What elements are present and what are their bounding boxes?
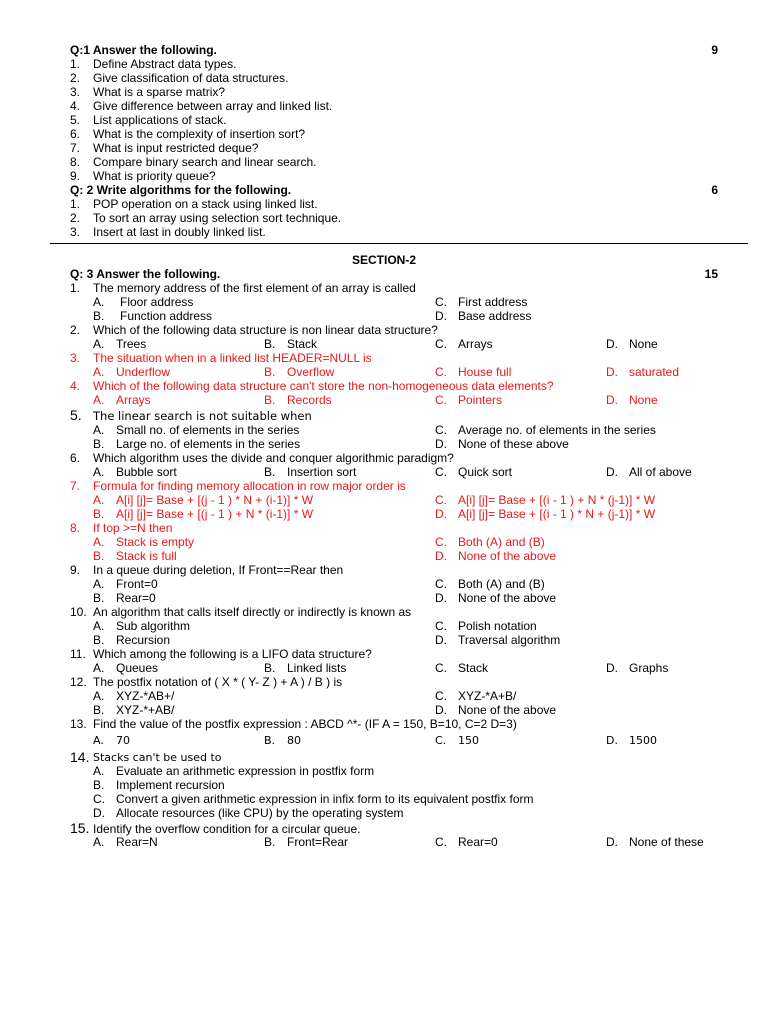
option-row: [0, 393, 768, 407]
option-letter: C.: [435, 689, 447, 703]
option-letter: B.: [264, 337, 276, 351]
question-text: Which algorithm uses the divide and conquer algorithmic paradigm?: [93, 451, 454, 465]
option-letter: D.: [606, 393, 618, 407]
question-row: [0, 821, 768, 835]
q1-marks: 9: [711, 43, 718, 57]
option-row: [0, 689, 768, 703]
question-number: 2.: [70, 323, 81, 337]
option-a: Floor address: [120, 295, 194, 309]
option-c: XYZ-*A+B/: [458, 689, 517, 703]
option-letter: B.: [93, 437, 105, 451]
option-a: Small no. of elements in the series: [116, 423, 300, 437]
question-row: [0, 675, 768, 689]
option-row: [0, 493, 768, 507]
option-letter: C.: [435, 365, 447, 379]
item-text: Give difference between array and linked list.: [93, 99, 333, 113]
option-d: All of above: [629, 465, 692, 479]
option-row: [0, 792, 768, 806]
option-row: [0, 591, 768, 605]
option-letter: A.: [93, 764, 105, 778]
question-number: 10.: [70, 605, 87, 619]
section-divider: [50, 243, 748, 244]
option-letter: C.: [435, 835, 447, 849]
option-letter: D.: [435, 549, 447, 563]
question-row: [0, 605, 768, 619]
option-c: Convert a given arithmetic expression in infix form to its equivalent postfix form: [116, 792, 534, 806]
option-c: Both (A) and (B): [458, 577, 545, 591]
option-letter: D.: [435, 591, 447, 605]
option-row: [0, 549, 768, 563]
option-a: Trees: [116, 337, 147, 351]
question-text: If top >=N then: [93, 521, 173, 535]
option-letter: A.: [93, 661, 105, 675]
option-letter: A.: [93, 535, 105, 549]
option-letter: A.: [93, 337, 105, 351]
question-text: The memory address of the first element of an array is called: [93, 281, 416, 295]
option-letter: A.: [93, 423, 105, 437]
question-text: Which among the following is a LIFO data structure?: [93, 647, 372, 661]
option-d: None of the above: [458, 549, 557, 563]
option-letter: B.: [264, 465, 276, 479]
question-text: Which of the following data structure can't store the non-homogeneous data elements?: [93, 379, 554, 393]
option-letter: B.: [264, 835, 276, 849]
question-text: Find the value of the postfix expression : ABCD ^*- (IF A = 150, B=10, C=2 D=3): [93, 717, 517, 731]
question-number: 15.: [70, 820, 90, 836]
question-text: Identify the overflow condition for a circular queue.: [93, 822, 361, 836]
question-row: [0, 379, 768, 393]
option-row: [0, 661, 768, 675]
question-row: [0, 408, 768, 422]
list-item: [0, 155, 768, 169]
option-letter: A.: [93, 577, 105, 591]
option-row: [0, 835, 768, 849]
option-letter: C.: [435, 619, 447, 633]
option-letter: D.: [435, 703, 447, 717]
option-d: None of these above: [458, 437, 569, 451]
option-b: 80: [287, 734, 301, 747]
option-b: Insertion sort: [287, 465, 357, 479]
option-a: Queues: [116, 661, 159, 675]
option-row: [0, 619, 768, 633]
option-b: Implement recursion: [116, 778, 225, 792]
option-letter: D.: [606, 734, 618, 747]
option-letter: B.: [93, 633, 105, 647]
option-letter: D.: [606, 465, 618, 479]
list-item: [0, 211, 768, 225]
question-text: The linear search is not suitable when: [93, 409, 312, 423]
option-letter: A.: [93, 835, 105, 849]
option-letter: D.: [435, 507, 447, 521]
option-row: [0, 437, 768, 451]
question-number: 12.: [70, 675, 87, 689]
option-row: [0, 309, 768, 323]
q2-title: Q: 2 Write algorithms for the following.: [70, 183, 292, 197]
option-letter: C.: [435, 493, 447, 507]
question-text: The situation when in a linked list HEADER=NULL is: [93, 351, 372, 365]
option-a: XYZ-*AB+/: [116, 689, 175, 703]
option-d: None of these: [629, 835, 704, 849]
option-c: A[i] [j]= Base + [(i - 1 ) + N * (j-1)] * W: [458, 493, 656, 507]
option-row: [0, 365, 768, 379]
item-number: 3.: [70, 225, 81, 239]
option-letter: D.: [435, 309, 447, 323]
option-a: Stack is empty: [116, 535, 195, 549]
q2-header: [0, 183, 768, 197]
option-b: A[i] [j]= Base + [(j - 1 ) + N * (i-1)] * W: [116, 507, 314, 521]
q2-marks: 6: [711, 183, 718, 197]
option-c: Quick sort: [458, 465, 513, 479]
question-number: 9.: [70, 563, 81, 577]
option-d: Graphs: [629, 661, 669, 675]
option-d: 1500: [629, 734, 657, 747]
item-number: 4.: [70, 99, 81, 113]
list-item: [0, 141, 768, 155]
question-row: [0, 323, 768, 337]
option-b: Records: [287, 393, 332, 407]
q3-header: [0, 267, 768, 281]
item-number: 7.: [70, 141, 81, 155]
option-a: Sub algorithm: [116, 619, 191, 633]
list-item: [0, 113, 768, 127]
item-number: 1.: [70, 57, 81, 71]
option-a: Arrays: [116, 393, 151, 407]
question-text: The postfix notation of ( X * ( Y- Z ) + A ) / B ) is: [93, 675, 343, 689]
list-item: [0, 99, 768, 113]
item-text: Define Abstract data types.: [93, 57, 237, 71]
option-row: [0, 764, 768, 778]
item-number: 1.: [70, 197, 81, 211]
option-letter: B.: [93, 778, 105, 792]
item-text: What is priority queue?: [93, 169, 216, 183]
option-b: XYZ-*+AB/: [116, 703, 175, 717]
option-letter: B.: [264, 365, 276, 379]
list-item: [0, 225, 768, 239]
question-number: 4.: [70, 379, 81, 393]
option-a: 70: [116, 734, 130, 747]
question-number: 1.: [70, 281, 81, 295]
list-item: [0, 85, 768, 99]
option-letter: C.: [435, 337, 447, 351]
option-letter: C.: [435, 423, 447, 437]
option-letter: B.: [93, 703, 105, 717]
option-letter: D.: [606, 365, 618, 379]
question-number: 8.: [70, 521, 81, 535]
q3-marks: 15: [704, 267, 718, 281]
question-number: 6.: [70, 451, 81, 465]
item-text: POP operation on a stack using linked list.: [93, 197, 318, 211]
q3-title: Q: 3 Answer the following.: [70, 267, 221, 281]
option-letter: D.: [435, 437, 447, 451]
question-number: 5.: [70, 407, 82, 423]
option-letter: B.: [264, 661, 276, 675]
question-text: In a queue during deletion, If Front==Rear then: [93, 563, 344, 577]
option-letter: C.: [435, 465, 447, 479]
option-b: Overflow: [287, 365, 335, 379]
question-row: [0, 750, 768, 764]
question-row: [0, 451, 768, 465]
option-b: Recursion: [116, 633, 171, 647]
item-number: 3.: [70, 85, 81, 99]
option-d: Allocate resources (like CPU) by the operating system: [116, 806, 404, 820]
option-d: saturated: [629, 365, 680, 379]
option-letter: D.: [606, 835, 618, 849]
option-letter: C.: [93, 792, 105, 806]
question-row: [0, 479, 768, 493]
item-text: Give classification of data structures.: [93, 71, 289, 85]
option-letter: A.: [93, 689, 105, 703]
question-row: [0, 647, 768, 661]
option-d: A[i] [j]= Base + [(i - 1 ) * N + (j-1)] * W: [458, 507, 656, 521]
option-letter: D.: [435, 633, 447, 647]
option-letter: B.: [93, 549, 105, 563]
option-c: Pointers: [458, 393, 503, 407]
option-d: None of the above: [458, 703, 557, 717]
option-c: First address: [458, 295, 528, 309]
question-number: 3.: [70, 351, 81, 365]
option-row: [0, 633, 768, 647]
option-letter: C.: [435, 734, 447, 747]
option-letter: A.: [93, 493, 105, 507]
option-row: [0, 778, 768, 792]
option-b: Front=Rear: [287, 835, 349, 849]
option-b: Stack: [287, 337, 318, 351]
option-letter: C.: [435, 577, 447, 591]
question-row: [0, 717, 768, 731]
option-letter: C.: [435, 661, 447, 675]
option-row: [0, 337, 768, 351]
option-letter: C.: [435, 393, 447, 407]
option-b: Linked lists: [287, 661, 347, 675]
list-item: [0, 197, 768, 211]
question-number: 11.: [70, 647, 86, 661]
option-a: Evaluate an arithmetic expression in postfix form: [116, 764, 375, 778]
option-letter: A.: [93, 465, 105, 479]
option-letter: B.: [93, 591, 105, 605]
option-b: Function address: [120, 309, 213, 323]
section-title-row: [0, 253, 768, 267]
option-letter: C.: [435, 295, 447, 309]
question-text: Formula for finding memory allocation in row major order is: [93, 479, 406, 493]
question-number: 13.: [70, 717, 87, 731]
item-number: 5.: [70, 113, 81, 127]
option-letter: A.: [93, 393, 105, 407]
question-row: [0, 351, 768, 365]
option-row: [0, 507, 768, 521]
question-row: [0, 521, 768, 535]
option-letter: A.: [93, 295, 105, 309]
list-item: [0, 169, 768, 183]
option-a: Underflow: [116, 365, 171, 379]
option-c: House full: [458, 365, 512, 379]
option-row: [0, 295, 768, 309]
option-letter: D.: [606, 337, 618, 351]
option-d: None: [629, 337, 658, 351]
q1-title: Q:1 Answer the following.: [70, 43, 217, 57]
list-item: [0, 57, 768, 71]
option-row: [0, 703, 768, 717]
option-d: None of the above: [458, 591, 557, 605]
option-row: [0, 465, 768, 479]
option-a: Rear=N: [116, 835, 158, 849]
item-text: Compare binary search and linear search.: [93, 155, 317, 169]
option-b: Rear=0: [116, 591, 156, 605]
item-text: What is the complexity of insertion sort?: [93, 127, 306, 141]
option-c: 150: [458, 734, 479, 747]
option-row: [0, 806, 768, 820]
option-letter: D.: [606, 661, 618, 675]
question-row: [0, 281, 768, 295]
item-number: 2.: [70, 211, 81, 225]
item-text: To sort an array using selection sort technique.: [93, 211, 342, 225]
option-letter: A.: [93, 365, 105, 379]
item-text: What is input restricted deque?: [93, 141, 259, 155]
option-c: Polish notation: [458, 619, 537, 633]
option-letter: D.: [93, 806, 105, 820]
option-c: Stack: [458, 661, 489, 675]
option-a: Front=0: [116, 577, 158, 591]
option-d: Base address: [458, 309, 532, 323]
option-d: Traversal algorithm: [458, 633, 561, 647]
option-b: Large no. of elements in the series: [116, 437, 301, 451]
option-row: [0, 423, 768, 437]
item-number: 6.: [70, 127, 81, 141]
question-text: Which of the following data structure is non linear data structure?: [93, 323, 438, 337]
item-number: 8.: [70, 155, 81, 169]
option-letter: B.: [93, 507, 105, 521]
q1-header: [0, 43, 768, 57]
item-text: List applications of stack.: [93, 113, 227, 127]
option-d: None: [629, 393, 658, 407]
option-c: Average no. of elements in the series: [458, 423, 656, 437]
item-text: Insert at last in doubly linked list.: [93, 225, 266, 239]
question-text: An algorithm that calls itself directly or indirectly is known as: [93, 605, 412, 619]
option-letter: A.: [93, 619, 105, 633]
option-letter: B.: [264, 734, 276, 747]
option-row: [0, 734, 768, 748]
option-b: Stack is full: [116, 549, 177, 563]
section-title: SECTION-2: [351, 253, 416, 267]
option-c: Rear=0: [458, 835, 498, 849]
option-row: [0, 577, 768, 591]
option-letter: B.: [264, 393, 276, 407]
option-c: Arrays: [458, 337, 493, 351]
option-letter: A.: [93, 734, 104, 747]
option-row: [0, 535, 768, 549]
question-text: Stacks can't be used to: [93, 751, 222, 764]
option-c: Both (A) and (B): [458, 535, 545, 549]
question-row: [0, 563, 768, 577]
option-letter: C.: [435, 535, 447, 549]
option-a: Bubble sort: [116, 465, 177, 479]
item-number: 2.: [70, 71, 81, 85]
question-number: 14.: [70, 749, 90, 765]
list-item: [0, 127, 768, 141]
question-number: 7.: [70, 479, 81, 493]
option-letter: B.: [93, 309, 105, 323]
option-a: A[i] [j]= Base + [(j - 1 ) * N + (i-1)] * W: [116, 493, 314, 507]
item-number: 9.: [70, 169, 81, 183]
list-item: [0, 71, 768, 85]
item-text: What is a sparse matrix?: [93, 85, 226, 99]
